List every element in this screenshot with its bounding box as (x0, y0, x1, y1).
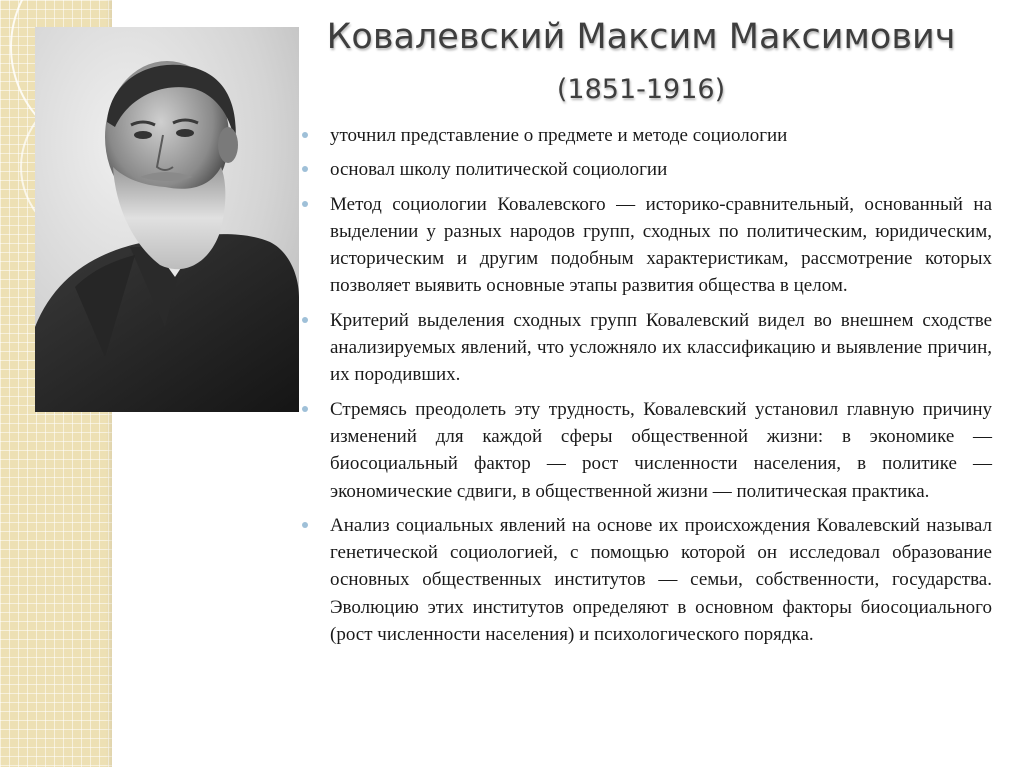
bullet-icon (302, 166, 308, 172)
list-item (300, 307, 992, 389)
list-item-text: основал школу политической социологии (330, 159, 668, 181)
list-item (300, 396, 992, 505)
page-title: Ковалевский Максим Максимович (326, 17, 956, 57)
bullet-icon (302, 522, 308, 528)
list-item-text: Критерий выделения сходных групп Ковалевский видел во внешнем сходстве анализируемых явлений, что усложняло их классификацию и выявление причин, их породивших. (330, 309, 992, 386)
bullet-icon (302, 406, 308, 412)
bullet-icon (302, 132, 308, 138)
list-item (300, 512, 992, 648)
list-item-text: Анализ социальных явлений на основе их происхождения Ковалевский называл генетической социологией, с помощью которой он исследовал образование основных общественных институтов — семьи, собственности, государства. Эволюцию этих институтов определяют в основном факторы биосоциального (рост численности населения) и психологического порядка. (330, 514, 992, 646)
list-item-text: Стремясь преодолеть эту трудность, Ковалевский установил главную причину изменений для каждой сферы общественной жизни: в экономике — биосоциальный фактор — рост численности населения, в политике — экономические сдвиги, в общественной жизни — политическая практика. (330, 398, 992, 502)
bullet-icon (302, 201, 308, 207)
portrait-photo (35, 27, 299, 412)
bullet-list (300, 122, 992, 655)
bullet-icon (302, 317, 308, 323)
page-subtitle-years: (1851-1916) (556, 74, 726, 105)
list-item (300, 156, 992, 183)
list-item-text: Метод социологии Ковалевского — историко-сравнительный, основанный на выделении у разных народов групп, сходных по политическим, юридическим, историческим и другим подобным характеристикам, рассмотрение которых позволяет выявить основные этапы развития общества в целом. (330, 193, 992, 297)
list-item (300, 122, 992, 149)
list-item-text: уточнил представление о предмете и методе социологии (330, 125, 788, 146)
list-item (300, 191, 992, 300)
